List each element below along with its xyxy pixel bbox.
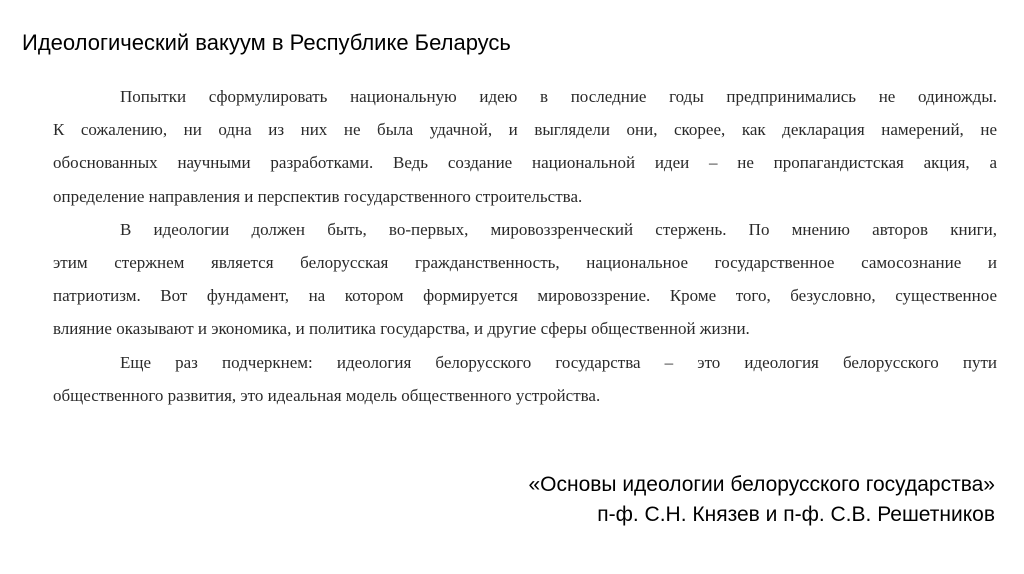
text-line: В идеологии должен быть, во-первых, мировоззренческий стержень. По мнению авторов книги, [120, 219, 997, 239]
text-line: К сожалению, ни одна из них не была удачной, и выглядели они, скорее, как декларация намерений, не [53, 120, 997, 140]
citation-book: «Основы идеологии белорусского государства» [528, 473, 995, 496]
citation [528, 470, 995, 530]
text-line: Еще раз подчеркнем: идеология белорусского государства – это идеология белорусского пути [120, 352, 997, 372]
text-line: влияние оказывают и экономика, и политика государства, и другие сферы общественной жизни. [53, 319, 750, 339]
quoted-text [53, 84, 997, 416]
text-line: Попытки сформулировать национальную идею в последние годы предпринимались не одиножды. [120, 87, 997, 106]
slide-title: Идеологический вакуум в Республике Беларусь [22, 30, 511, 55]
text-line: патриотизм. Вот фундамент, на котором формируется мировоззрение. Кроме того, безусловно, существенное [53, 286, 997, 306]
text-line: общественного развития, это идеальная модель общественного устройства. [53, 385, 601, 405]
text-line: этим стержнем является белорусская гражданственность, национальное государственное самосознание и [53, 252, 997, 272]
citation-authors: п-ф. С.Н. Князев и п-ф. С.В. Решетников [597, 503, 995, 526]
text-line: обоснованных научными разработками. Ведь создание национальной идеи – не пропагандистская акция, а [53, 153, 997, 173]
text-line: определение направления и перспектив государственного строительства. [53, 186, 583, 206]
